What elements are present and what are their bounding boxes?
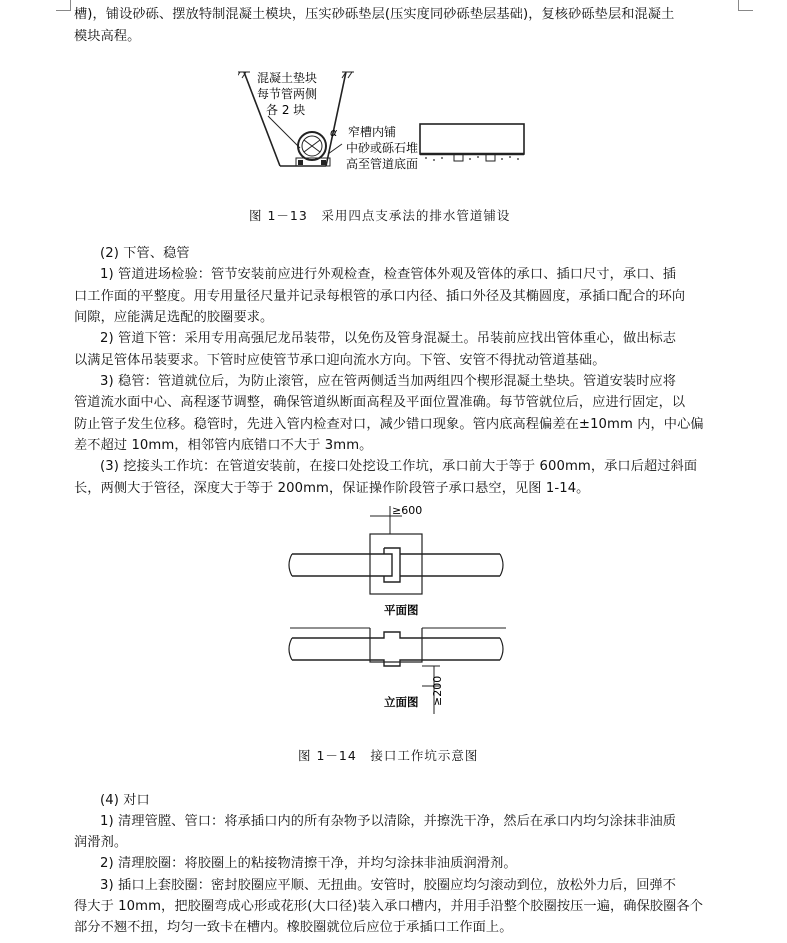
s3-line2: 长，两侧大于管径，深度大于等于 200mm，保证操作阶段管子承口悬空，见图 1-14。 <box>74 481 590 496</box>
fig13-label-2: 每节管两侧 <box>257 87 318 101</box>
s2-item2-line2: 以满足管体吊装要求。下管时应使管节承口迎向流水方向。下管、安管不得扰动管道基础。 <box>74 353 606 368</box>
page-corner-mark-left <box>56 0 71 11</box>
fig13-label-1: 混凝土垫块 <box>257 71 318 85</box>
section-2-heading: (2) 下管、稳管 <box>100 246 190 261</box>
fig14-plan-label: 平面图 <box>384 603 419 617</box>
figure-1-13-caption: 图 1－13 采用四点支承法的排水管道铺设 <box>249 208 511 223</box>
fig13-label-3: 各 2 块 <box>266 103 306 117</box>
s4-item3-line3: 部分不翘不扭，均匀一致卡在槽内。橡胶圈就位后应位于承插口工作面上。 <box>74 920 513 935</box>
s3-line1: (3) 挖接头工作坑：在管道安装前，在接口处挖设工作坑，承口前大于等于 600mm，承口后超过斜面 <box>100 459 698 474</box>
s2-item3-line2: 管道流水面中心、高程逐节调整，确保管道纵断面高程及平面位置准确。每节管就位后，应进行固定，以 <box>74 395 686 410</box>
intro-line-1: 槽)，铺设砂砾、摆放特制混凝土模块，压实砂砾垫层(压实度同砂砾垫层基础)，复核砂砾垫层和混凝土 <box>74 7 675 22</box>
page-corner-mark-right <box>738 0 753 11</box>
s4-item3-line2: 得大于 10mm，把胶圈弯成心形或花形(大口径)装入承口槽内，并用手沿整个胶圈按压一遍，确保胶圈各个 <box>74 899 704 914</box>
s2-item3-line1: 3) 稳管：管道就位后，为防止滚管，应在管两侧适当加两组四个楔形混凝土垫块。管道安装时应将 <box>100 374 677 389</box>
figure-1-14-caption: 图 1－14 接口工作坑示意图 <box>298 748 479 763</box>
s2-item3-line3: 防止管子发生位移。稳管时，先进入管内检查对口，减少错口现象。管内底高程偏差在±10mm 内，中心偏 <box>74 417 704 432</box>
s2-item1-line1: 1) 管道进场检验：管节安装前应进行外观检查，检查管体外观及管体的承口、插口尺寸，承口、插 <box>100 267 677 282</box>
fig13-label-5: 中砂或砾石堆 <box>346 141 419 155</box>
fig14-dim-top: ≥600 <box>392 504 423 517</box>
s4-item1-line2: 润滑剂。 <box>74 835 128 850</box>
s2-item1-line3: 间隙，应能满足选配的胶圈要求。 <box>74 310 274 325</box>
s4-item3-line1: 3) 插口上套胶圈：密封胶圈应平顺、无扭曲。安管时，胶圈应均匀滚动到位，放松外力后，回弹不 <box>100 878 677 893</box>
s2-item1-line2: 口工作面的平整度。用专用量径尺量并记录每根管的承口内径、插口外径及其椭圆度，承插口配合的环向 <box>74 289 686 304</box>
figure-1-13-diagram <box>238 66 538 182</box>
figure-1-14-diagram <box>284 500 514 716</box>
fig13-label-alpha: α <box>330 126 338 139</box>
section-4-heading: (4) 对口 <box>100 793 150 808</box>
fig13-label-6: 高至管道底面 <box>346 157 419 171</box>
fig14-elev-label: 立面图 <box>384 695 419 709</box>
fig13-label-4: 窄槽内铺 <box>348 125 397 139</box>
fig14-dim-side: ≥200 <box>431 675 444 706</box>
s2-item3-line4: 差不超过 10mm，相邻管内底错口不大于 3mm。 <box>74 438 373 453</box>
intro-line-2: 模块高程。 <box>74 29 141 44</box>
s2-item2-line1: 2) 管道下管：采用专用高强尼龙吊装带，以免伤及管身混凝土。吊装前应找出管体重心，做出标志 <box>100 331 677 346</box>
s4-item2-line1: 2) 清理胶圈：将胶圈上的粘接物清擦干净，并均匀涂抹非油质润滑剂。 <box>100 856 517 871</box>
s4-item1-line1: 1) 清理管膛、管口：将承插口内的所有杂物予以清除，并擦洗干净，然后在承口内均匀涂抹非油质 <box>100 814 677 829</box>
